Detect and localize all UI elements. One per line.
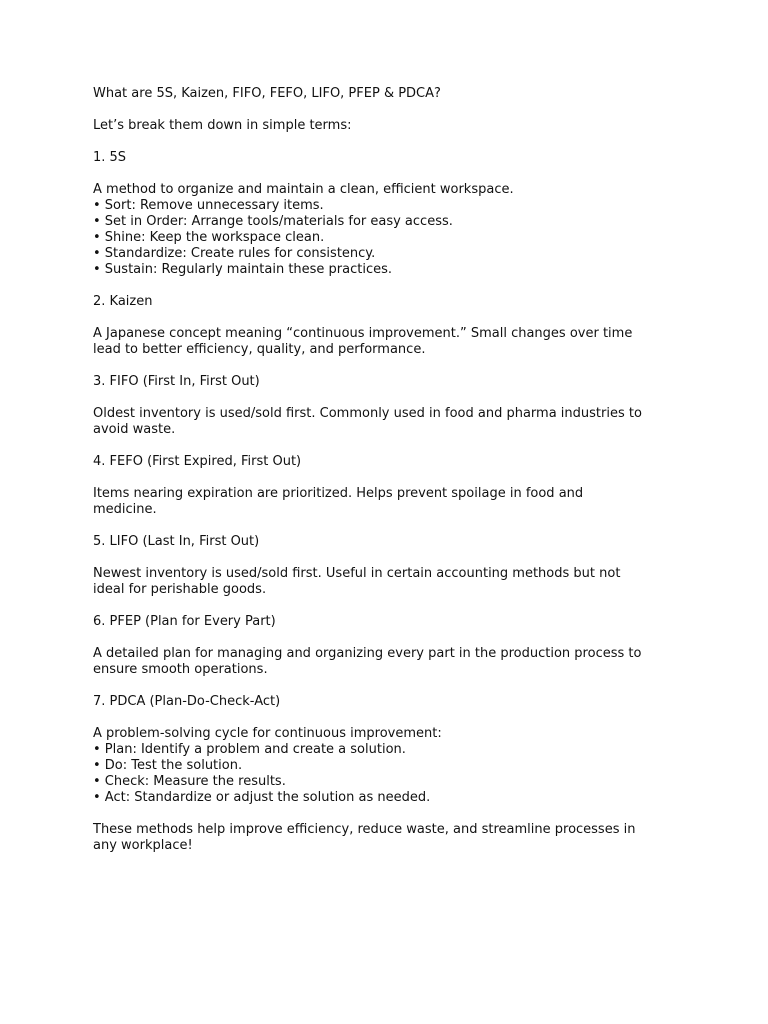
spacer <box>93 134 693 150</box>
spacer <box>93 806 693 822</box>
section-heading: 6. PFEP (Plan for Every Part) <box>93 614 276 629</box>
section-body-line: • Sustain: Regularly maintain these practices. <box>93 262 393 277</box>
spacer <box>93 438 693 454</box>
section-heading: 3. FIFO (First In, First Out) <box>93 374 260 389</box>
document-page <box>93 86 693 854</box>
spacer <box>93 102 693 118</box>
sections-container <box>93 150 693 822</box>
section-body-line: • Plan: Identify a problem and create a solution. <box>93 742 406 757</box>
section-heading: 1. 5S <box>93 150 127 165</box>
section-body-line: Oldest inventory is used/sold first. Commonly used in food and pharma industries to <box>93 406 642 421</box>
spacer <box>93 678 693 694</box>
spacer <box>93 710 693 726</box>
section-body-line: ensure smooth operations. <box>93 662 268 677</box>
spacer <box>93 390 693 406</box>
section-heading: 7. PDCA (Plan-Do-Check-Act) <box>93 694 281 709</box>
section-body-line: • Check: Measure the results. <box>93 774 286 789</box>
section-body-line: Newest inventory is used/sold first. Useful in certain accounting methods but not <box>93 566 621 581</box>
spacer <box>93 518 693 534</box>
spacer <box>93 470 693 486</box>
section-heading: 4. FEFO (First Expired, First Out) <box>93 454 302 469</box>
document-title: What are 5S, Kaizen, FIFO, FEFO, LIFO, PFEP & PDCA? <box>93 86 441 101</box>
spacer <box>93 310 693 326</box>
section-body-line: medicine. <box>93 502 157 517</box>
section-body-line: avoid waste. <box>93 422 176 437</box>
section-body-line: • Do: Test the solution. <box>93 758 243 773</box>
section-body-line: • Set in Order: Arrange tools/materials for easy access. <box>93 214 453 229</box>
intro-text: Let’s break them down in simple terms: <box>93 118 352 133</box>
section-body-line: • Sort: Remove unnecessary items. <box>93 198 324 213</box>
section-body-line: • Shine: Keep the workspace clean. <box>93 230 325 245</box>
section-body-line: • Act: Standardize or adjust the solution as needed. <box>93 790 431 805</box>
spacer <box>93 278 693 294</box>
section-body-line: A problem-solving cycle for continuous improvement: <box>93 726 442 741</box>
section-body-line: A Japanese concept meaning “continuous improvement.” Small changes over time <box>93 326 633 341</box>
spacer <box>93 630 693 646</box>
section-body-line: A method to organize and maintain a clean, efficient workspace. <box>93 182 514 197</box>
section-heading: 2. Kaizen <box>93 294 153 309</box>
section-heading: 5. LIFO (Last In, First Out) <box>93 534 260 549</box>
conclusion-paragraph <box>93 822 693 854</box>
section-body-line: ideal for perishable goods. <box>93 582 267 597</box>
spacer <box>93 550 693 566</box>
spacer <box>93 598 693 614</box>
conclusion-line: These methods help improve efficiency, reduce waste, and streamline processes in <box>93 822 636 837</box>
spacer <box>93 358 693 374</box>
section-body-line: Items nearing expiration are prioritized. Helps prevent spoilage in food and <box>93 486 584 501</box>
spacer <box>93 166 693 182</box>
section-body-line: • Standardize: Create rules for consistency. <box>93 246 376 261</box>
section-body-line: A detailed plan for managing and organizing every part in the production process to <box>93 646 642 661</box>
conclusion-line: any workplace! <box>93 838 193 853</box>
section-body-line: lead to better efficiency, quality, and performance. <box>93 342 426 357</box>
